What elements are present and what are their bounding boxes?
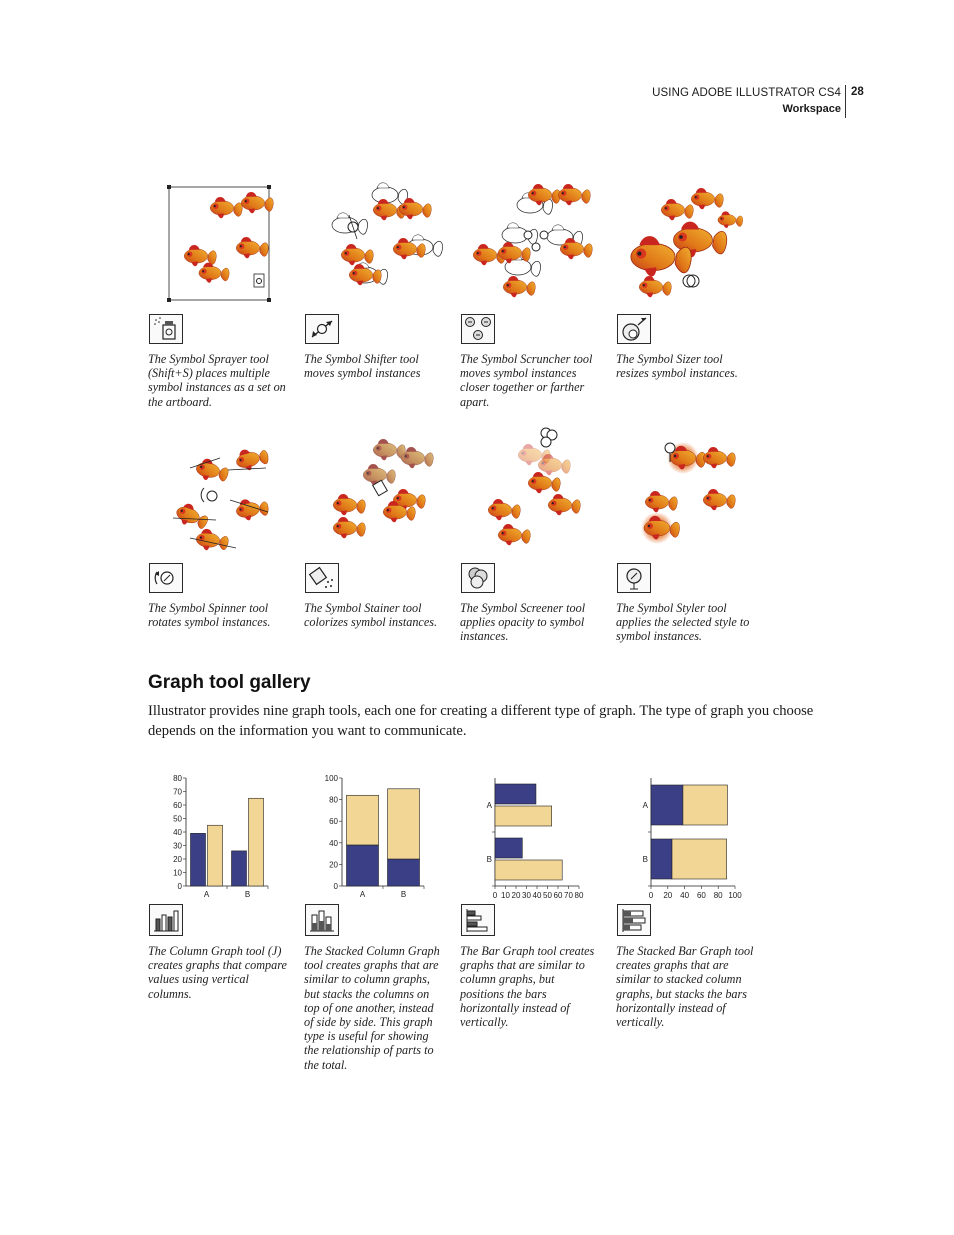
bar [495, 838, 522, 858]
stacked-bar-graph-caption: The Stacked Bar Graph tool creates graphs that are similar to stacked column graphs, but stacks the bars horizontally instead of vertically. [616, 944, 754, 1030]
bar-graph-icon [461, 904, 495, 936]
x-tick-label: 20 [511, 891, 521, 900]
x-tick-label: B [400, 890, 407, 899]
bar [495, 860, 562, 880]
stacked-bar-graph-chart [638, 770, 748, 905]
y-tick-label: 80 [329, 795, 338, 805]
bar-graph-chart [482, 770, 592, 905]
stacked-column-graph-chart [322, 770, 432, 905]
symbol-sizer-caption: The Symbol Sizer tool resizes symbol instances. [616, 352, 738, 381]
x-tick-label: 0 [492, 891, 498, 900]
running-header-section: Workspace [782, 103, 841, 115]
y-tick-label: A [642, 801, 648, 810]
symbol-shifter-illustration [305, 175, 445, 310]
bar-segment [672, 839, 727, 879]
bar-segment [388, 789, 420, 859]
symbol-spinner-caption: The Symbol Spinner tool rotates symbol instances. [148, 601, 271, 630]
bar-segment [683, 785, 728, 825]
stacked-column-graph-icon [305, 904, 339, 936]
symbol-spinner-icon [149, 563, 183, 593]
y-tick-label: 40 [173, 828, 182, 837]
symbol-sprayer-caption: The Symbol Sprayer tool (Shift+S) places multiple symbol instances as a set on the artboard. [148, 352, 286, 409]
column-graph-chart [166, 770, 276, 905]
y-tick-label: A [486, 801, 492, 810]
x-tick-label: A [359, 890, 366, 899]
bar [208, 825, 223, 886]
bar-segment [651, 839, 672, 879]
y-tick-label: 70 [173, 787, 182, 797]
y-tick-label: B [642, 855, 648, 864]
header-divider [845, 85, 846, 118]
bar [191, 833, 206, 886]
column-graph-caption: The Column Graph tool (J) creates graphs that compare values using vertical columns. [148, 944, 287, 1001]
symbol-stainer-illustration [305, 430, 445, 560]
symbol-stainer-caption: The Symbol Stainer tool colorizes symbol instances. [304, 601, 438, 630]
symbol-sprayer-illustration [148, 178, 288, 308]
x-tick-label: 10 [501, 891, 510, 900]
x-tick-label: 40 [532, 891, 542, 900]
x-tick-label: 20 [663, 891, 673, 900]
y-tick-label: 50 [173, 814, 182, 824]
symbol-sizer-icon [617, 314, 651, 344]
symbol-scruncher-caption: The Symbol Scruncher tool moves symbol instances closer together or farther apart. [460, 352, 593, 409]
column-graph-icon [149, 904, 183, 936]
x-tick-label: 60 [696, 891, 706, 900]
x-tick-label: A [203, 890, 210, 899]
symbol-styler-icon [617, 563, 651, 593]
symbol-screener-caption: The Symbol Screener tool applies opacity to symbol instances. [460, 601, 586, 644]
x-tick-label: 80 [713, 891, 723, 900]
y-tick-label: 60 [329, 817, 338, 827]
bar-graph-caption: The Bar Graph tool creates graphs that are similar to column graphs, but positions the bars horizontally instead of vertically. [460, 944, 595, 1030]
symbol-screener-icon [461, 563, 495, 593]
x-tick-label: 80 [574, 891, 584, 900]
y-tick-label: 100 [324, 774, 338, 783]
symbol-sizer-illustration [615, 175, 755, 310]
section-intro-paragraph: Illustrator provides nine graph tools, each one for creating a different type of graph. The type of graph you choose depends on the information you want to communicate. [148, 703, 814, 739]
x-tick-label: 60 [553, 891, 563, 900]
y-tick-label: 10 [173, 868, 182, 878]
y-tick-label: B [486, 855, 492, 864]
x-tick-label: 0 [648, 891, 654, 900]
stacked-bar-graph-icon [617, 904, 651, 936]
x-tick-label: 100 [728, 891, 742, 900]
bar-segment [347, 845, 379, 886]
x-tick-label: 70 [564, 891, 573, 900]
y-tick-label: 40 [329, 838, 338, 848]
symbol-spinner-illustration [148, 430, 288, 560]
x-tick-label: B [244, 890, 251, 899]
y-tick-label: 20 [329, 860, 338, 870]
symbol-styler-illustration [615, 430, 755, 560]
page-number: 28 [851, 86, 864, 98]
y-tick-label: 30 [173, 841, 182, 851]
bar [495, 806, 552, 826]
y-tick-label: 20 [173, 855, 182, 864]
y-tick-label: 60 [173, 801, 182, 810]
symbol-stainer-icon [305, 563, 339, 593]
y-tick-label: 0 [177, 882, 182, 891]
section-heading: Graph tool gallery [148, 672, 311, 693]
y-tick-label: 80 [173, 774, 182, 783]
stacked-column-graph-caption: The Stacked Column Graph tool creates graphs that are similar to column graphs, but stacks the columns on top of one another, instead of side by side. This graph type is useful for showing the relationship of parts to the total. [304, 944, 440, 1072]
symbol-styler-caption: The Symbol Styler tool applies the selected style to symbol instances. [616, 601, 750, 644]
running-header-title: USING ADOBE ILLUSTRATOR CS4 [652, 87, 841, 99]
symbol-scruncher-illustration [460, 175, 600, 310]
bar-segment [651, 785, 683, 825]
bar-segment [388, 859, 420, 886]
symbol-screener-illustration [460, 425, 600, 560]
x-tick-label: 50 [543, 891, 552, 900]
bar [232, 851, 247, 886]
symbol-shifter-caption: The Symbol Shifter tool moves symbol instances [304, 352, 421, 381]
x-tick-label: 30 [522, 891, 531, 900]
x-tick-label: 40 [680, 891, 690, 900]
y-tick-label: 0 [333, 882, 338, 891]
bar [249, 798, 264, 886]
bar [495, 784, 536, 804]
symbol-sprayer-icon [149, 314, 183, 344]
bar-segment [347, 795, 379, 845]
symbol-scruncher-icon [461, 314, 495, 344]
symbol-shifter-icon [305, 314, 339, 344]
